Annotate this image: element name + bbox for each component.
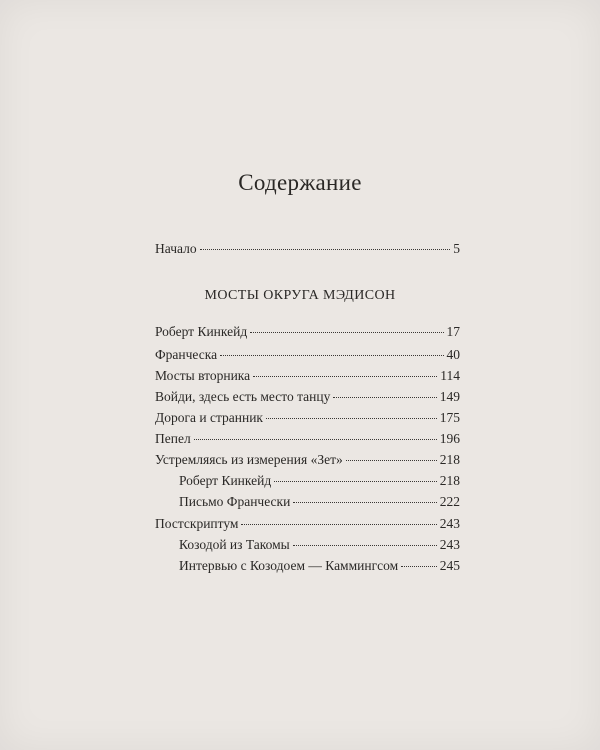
toc-entry-page: 218 xyxy=(439,452,460,467)
toc-entry-page: 17 xyxy=(446,324,460,339)
toc-entry-label: Письмо Франчески xyxy=(179,494,291,509)
toc-entry-page: 175 xyxy=(439,410,460,425)
dot-leader xyxy=(241,524,436,525)
dot-leader xyxy=(266,418,437,419)
toc-entry-label: Мосты вторника xyxy=(155,368,251,383)
dot-leader xyxy=(293,502,436,503)
toc-entry-label: Войди, здесь есть место танцу xyxy=(155,389,331,404)
toc-entry xyxy=(155,452,460,468)
toc-entry-label: Роберт Кинкейд xyxy=(179,473,272,488)
toc-entry-page: 243 xyxy=(439,537,460,552)
toc-entry-label: Устремляясь из измерения «Зет» xyxy=(155,452,343,467)
dot-leader xyxy=(194,439,437,440)
section-heading: МОСТЫ ОКРУГА МЭДИСОН xyxy=(204,288,396,303)
dot-leader xyxy=(333,397,436,398)
toc-entry-label: Козодой из Такомы xyxy=(179,537,290,552)
dot-leader xyxy=(346,460,437,461)
dot-leader xyxy=(274,481,437,482)
toc-entry-label: Постскриптум xyxy=(155,516,239,531)
toc-entry-page: 114 xyxy=(440,368,460,383)
toc-subentry xyxy=(179,558,460,574)
toc-entry xyxy=(155,347,460,363)
toc-entry-page: 40 xyxy=(446,347,460,362)
dot-leader xyxy=(250,332,443,333)
toc-entry-label: Интервью с Козодоем — Каммингсом xyxy=(179,558,399,573)
toc-entry-page: 243 xyxy=(439,516,460,531)
dot-leader xyxy=(220,355,443,356)
dot-leader xyxy=(401,566,437,567)
toc-entry xyxy=(155,516,460,532)
toc-subentry xyxy=(179,494,460,510)
toc-entry-label: Начало xyxy=(155,241,197,256)
toc-entry-page: 222 xyxy=(439,494,460,509)
toc-entry-page: 218 xyxy=(439,473,460,488)
toc-entry-label: Роберт Кинкейд xyxy=(155,324,248,339)
toc-entry-page: 245 xyxy=(439,558,460,573)
toc-entry xyxy=(155,389,460,405)
page-title: Содержание xyxy=(238,170,362,195)
dot-leader xyxy=(200,249,451,250)
toc-entry-label: Пепел xyxy=(155,431,191,446)
dot-leader xyxy=(253,376,437,377)
toc-entry-page: 149 xyxy=(439,389,460,404)
toc-subentry xyxy=(179,537,460,553)
toc-entry xyxy=(155,431,460,447)
toc-entry-intro xyxy=(155,241,460,257)
toc-entry-page: 5 xyxy=(453,241,460,256)
toc-entry xyxy=(155,410,460,426)
toc-entry-page: 196 xyxy=(439,431,460,446)
dot-leader xyxy=(293,545,437,546)
toc-entry xyxy=(155,368,460,384)
toc-entry-label: Дорога и странник xyxy=(155,410,263,425)
toc-entry-label: Франческа xyxy=(155,347,218,362)
toc-entry xyxy=(155,324,460,340)
toc-subentry xyxy=(179,473,460,489)
